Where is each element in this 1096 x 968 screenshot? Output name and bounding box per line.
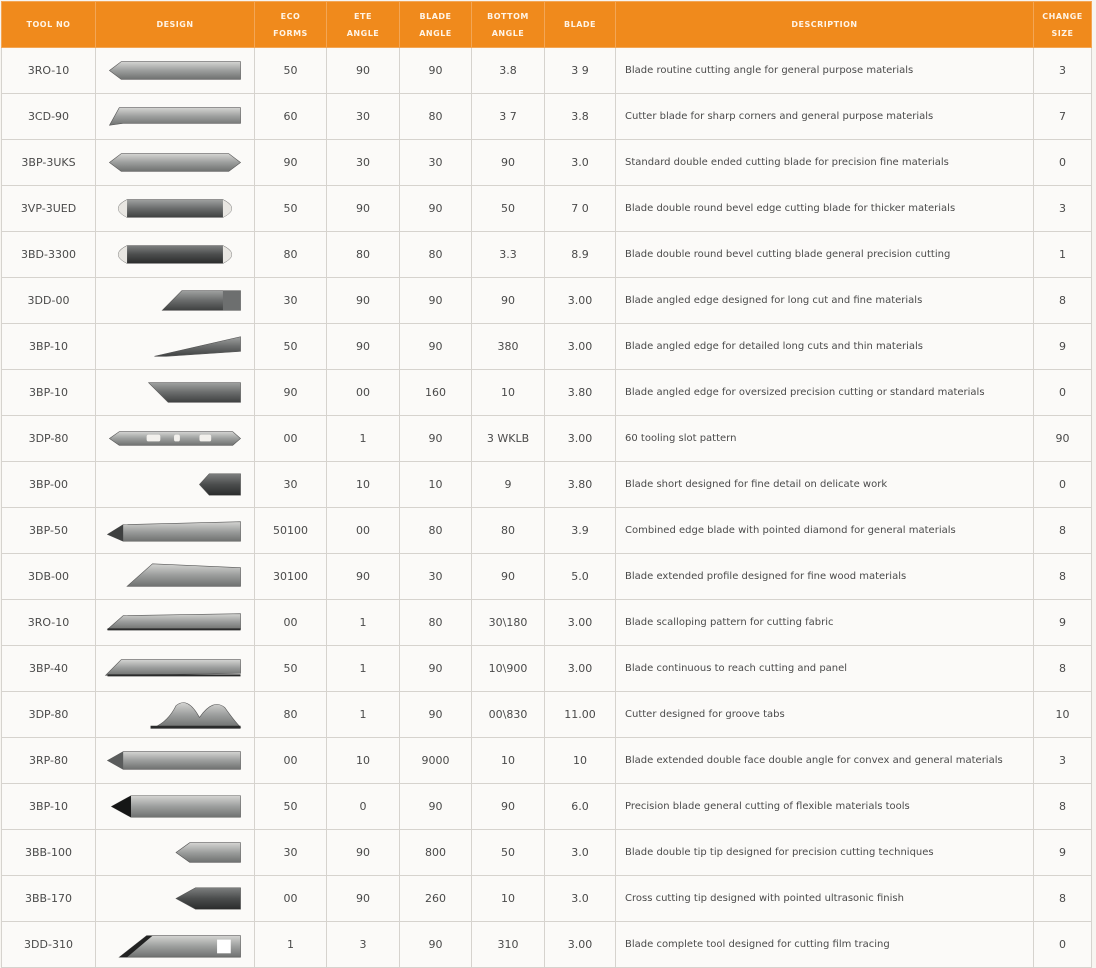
tool-code: 3VP-3UED: [2, 186, 96, 232]
cell-c3: 50: [255, 186, 327, 232]
description: Cutter blade for sharp corners and general purpose materials: [616, 94, 1034, 140]
blade-icon: [96, 646, 254, 691]
cell-c6: 10\900: [472, 646, 545, 692]
cell-c4: 90: [327, 278, 400, 324]
blade-icon: [96, 738, 254, 783]
cell-c3: 00: [255, 876, 327, 922]
cell-c4: 3: [327, 922, 400, 968]
blade-image: [96, 554, 255, 600]
cell-c9: 8: [1034, 554, 1092, 600]
description: Blade double round bevel edge cutting blade for thicker materials: [616, 186, 1034, 232]
blade-icon: [96, 370, 254, 415]
cell-c6: 10: [472, 370, 545, 416]
description: Blade continuous to reach cutting and panel: [616, 646, 1034, 692]
cell-c3: 30: [255, 462, 327, 508]
tool-code: 3DP-80: [2, 416, 96, 462]
cell-c4: 0: [327, 784, 400, 830]
table-row: [2, 48, 1092, 94]
cell-c3: 50: [255, 48, 327, 94]
blade-image: [96, 186, 255, 232]
tool-code: 3DD-00: [2, 278, 96, 324]
cell-c7: 7 0: [545, 186, 616, 232]
cell-c4: 10: [327, 738, 400, 784]
cell-c7: 3.00: [545, 600, 616, 646]
cell-c9: 3: [1034, 186, 1092, 232]
cell-c9: 3: [1034, 48, 1092, 94]
blade-image: [96, 278, 255, 324]
cell-c7: 10: [545, 738, 616, 784]
cell-c3: 60: [255, 94, 327, 140]
blade-image: [96, 784, 255, 830]
cell-c3: 00: [255, 738, 327, 784]
cell-c4: 90: [327, 876, 400, 922]
table-row: [2, 692, 1092, 738]
cell-c5: 9000: [400, 738, 472, 784]
cell-c5: 90: [400, 48, 472, 94]
blade-icon: [96, 140, 254, 185]
cell-c5: 260: [400, 876, 472, 922]
blade-icon: [96, 48, 254, 93]
cell-c5: 80: [400, 232, 472, 278]
cell-c4: 30: [327, 94, 400, 140]
blade-image: [96, 922, 255, 968]
cell-c4: 90: [327, 324, 400, 370]
header-code: TOOL NO: [2, 2, 96, 48]
cell-c3: 30: [255, 278, 327, 324]
cell-c7: 3.00: [545, 646, 616, 692]
cell-c6: 30\180: [472, 600, 545, 646]
tool-code: 3BB-170: [2, 876, 96, 922]
cell-c3: 80: [255, 692, 327, 738]
cell-c7: 6.0: [545, 784, 616, 830]
blade-image: [96, 140, 255, 186]
cell-c5: 90: [400, 416, 472, 462]
blade-image: [96, 48, 255, 94]
blade-icon: [96, 232, 254, 277]
cell-c3: 30: [255, 830, 327, 876]
header-c6: BOTTOM ANGLE: [472, 2, 545, 48]
description: Blade extended double face double angle for convex and general materials: [616, 738, 1034, 784]
cell-c7: 11.00: [545, 692, 616, 738]
header-c5: BLADE ANGLE: [400, 2, 472, 48]
cell-c9: 7: [1034, 94, 1092, 140]
cell-c7: 3.80: [545, 370, 616, 416]
cell-c3: 90: [255, 370, 327, 416]
description: Precision blade general cutting of flexible materials tools: [616, 784, 1034, 830]
tool-code: 3RP-80: [2, 738, 96, 784]
cell-c7: 3.00: [545, 416, 616, 462]
cell-c7: 3.00: [545, 922, 616, 968]
cell-c3: 50: [255, 324, 327, 370]
table-row: [2, 186, 1092, 232]
cell-c7: 3.00: [545, 278, 616, 324]
table-row: [2, 324, 1092, 370]
cell-c5: 90: [400, 186, 472, 232]
cell-c9: 10: [1034, 692, 1092, 738]
blade-icon: [96, 324, 254, 369]
tool-code: 3BD-3300: [2, 232, 96, 278]
tool-code: 3BP-3UKS: [2, 140, 96, 186]
table-row: [2, 94, 1092, 140]
description: Blade double round bevel cutting blade general precision cutting: [616, 232, 1034, 278]
cell-c6: 9: [472, 462, 545, 508]
blade-image: [96, 738, 255, 784]
cell-c6: 90: [472, 784, 545, 830]
cell-c6: 50: [472, 830, 545, 876]
cell-c5: 90: [400, 692, 472, 738]
description: Blade double tip tip designed for precision cutting techniques: [616, 830, 1034, 876]
cell-c3: 50: [255, 784, 327, 830]
tool-code: 3BP-10: [2, 370, 96, 416]
blade-image: [96, 876, 255, 922]
cell-c7: 3.00: [545, 324, 616, 370]
cell-c4: 10: [327, 462, 400, 508]
description: Standard double ended cutting blade for precision fine materials: [616, 140, 1034, 186]
header-c3: ECO FORMS: [255, 2, 327, 48]
cell-c3: 90: [255, 140, 327, 186]
cell-c6: 10: [472, 876, 545, 922]
table-row: [2, 462, 1092, 508]
blade-image: [96, 370, 255, 416]
cell-c6: 90: [472, 278, 545, 324]
cell-c7: 3.8: [545, 94, 616, 140]
description: Blade extended profile designed for fine wood materials: [616, 554, 1034, 600]
blade-icon: [96, 830, 254, 875]
table-row: [2, 784, 1092, 830]
cell-c7: 5.0: [545, 554, 616, 600]
cell-c6: 3.3: [472, 232, 545, 278]
table-row: [2, 600, 1092, 646]
blade-icon: [96, 600, 254, 645]
table-row: [2, 922, 1092, 968]
cell-c3: 50100: [255, 508, 327, 554]
cell-c6: 10: [472, 738, 545, 784]
cell-c6: 380: [472, 324, 545, 370]
blade-image: [96, 646, 255, 692]
cell-c4: 1: [327, 416, 400, 462]
table-row: [2, 508, 1092, 554]
cell-c5: 30: [400, 554, 472, 600]
cell-c4: 90: [327, 554, 400, 600]
cell-c5: 80: [400, 94, 472, 140]
blade-icon: [96, 508, 254, 553]
blade-icon: [96, 278, 254, 323]
cell-c9: 9: [1034, 830, 1092, 876]
description: Cross cutting tip designed with pointed ultrasonic finish: [616, 876, 1034, 922]
cell-c6: 80: [472, 508, 545, 554]
header-c4: ETE ANGLE: [327, 2, 400, 48]
description: Blade short designed for fine detail on delicate work: [616, 462, 1034, 508]
cell-c9: 0: [1034, 922, 1092, 968]
cell-c4: 00: [327, 508, 400, 554]
cell-c9: 8: [1034, 278, 1092, 324]
table-row: [2, 830, 1092, 876]
description: Blade angled edge for detailed long cuts and thin materials: [616, 324, 1034, 370]
cell-c7: 3 9: [545, 48, 616, 94]
cell-c4: 90: [327, 830, 400, 876]
tool-code: 3DB-00: [2, 554, 96, 600]
blade-icon: [96, 186, 254, 231]
description: Blade complete tool designed for cutting film tracing: [616, 922, 1034, 968]
header-row: [2, 2, 1092, 48]
description: Blade routine cutting angle for general purpose materials: [616, 48, 1034, 94]
cell-c5: 90: [400, 646, 472, 692]
cell-c4: 90: [327, 186, 400, 232]
description: Blade scalloping pattern for cutting fabric: [616, 600, 1034, 646]
cell-c4: 80: [327, 232, 400, 278]
cell-c9: 0: [1034, 462, 1092, 508]
description: Combined edge blade with pointed diamond for general materials: [616, 508, 1034, 554]
cell-c5: 30: [400, 140, 472, 186]
blade-spec-table: [1, 1, 1092, 968]
tool-code: 3BP-50: [2, 508, 96, 554]
cell-c4: 1: [327, 646, 400, 692]
cell-c5: 800: [400, 830, 472, 876]
cell-c4: 1: [327, 600, 400, 646]
description: 60 tooling slot pattern: [616, 416, 1034, 462]
cell-c5: 80: [400, 600, 472, 646]
cell-c5: 160: [400, 370, 472, 416]
tool-code: 3RO-10: [2, 48, 96, 94]
cell-c9: 8: [1034, 876, 1092, 922]
blade-image: [96, 830, 255, 876]
cell-c6: 3.8: [472, 48, 545, 94]
description: Blade angled edge designed for long cut and fine materials: [616, 278, 1034, 324]
cell-c7: 3.0: [545, 140, 616, 186]
tool-code: 3DD-310: [2, 922, 96, 968]
blade-image: [96, 232, 255, 278]
tool-code: 3DP-80: [2, 692, 96, 738]
table-row: [2, 140, 1092, 186]
tool-code: 3BP-40: [2, 646, 96, 692]
blade-image: [96, 692, 255, 738]
cell-c9: 1: [1034, 232, 1092, 278]
tool-code: 3BP-10: [2, 784, 96, 830]
cell-c9: 90: [1034, 416, 1092, 462]
cell-c6: 90: [472, 140, 545, 186]
blade-image: [96, 94, 255, 140]
cell-c7: 3.0: [545, 876, 616, 922]
blade-image: [96, 462, 255, 508]
cell-c6: 3 WKLB: [472, 416, 545, 462]
table-row: [2, 370, 1092, 416]
cell-c4: 1: [327, 692, 400, 738]
cell-c5: 90: [400, 324, 472, 370]
tool-code: 3CD-90: [2, 94, 96, 140]
cell-c5: 90: [400, 922, 472, 968]
cell-c7: 3.80: [545, 462, 616, 508]
cell-c9: 8: [1034, 784, 1092, 830]
table-row: [2, 554, 1092, 600]
blade-image: [96, 416, 255, 462]
cell-c3: 50: [255, 646, 327, 692]
tool-code: 3BP-10: [2, 324, 96, 370]
cell-c9: 8: [1034, 508, 1092, 554]
table-row: [2, 876, 1092, 922]
cell-c7: 3.0: [545, 830, 616, 876]
cell-c9: 3: [1034, 738, 1092, 784]
cell-c6: 310: [472, 922, 545, 968]
cell-c7: 8.9: [545, 232, 616, 278]
description: Blade angled edge for oversized precision cutting or standard materials: [616, 370, 1034, 416]
table-row: [2, 278, 1092, 324]
cell-c5: 90: [400, 784, 472, 830]
blade-icon: [96, 876, 254, 921]
cell-c3: 30100: [255, 554, 327, 600]
blade-icon: [96, 416, 254, 461]
header-desc: DESCRIPTION: [616, 2, 1034, 48]
cell-c3: 00: [255, 600, 327, 646]
cell-c3: 80: [255, 232, 327, 278]
cell-c9: 0: [1034, 140, 1092, 186]
cell-c9: 8: [1034, 646, 1092, 692]
tool-code: 3BP-00: [2, 462, 96, 508]
cell-c3: 00: [255, 416, 327, 462]
blade-icon: [96, 922, 254, 967]
blade-icon: [96, 94, 254, 139]
cell-c6: 00\830: [472, 692, 545, 738]
cell-c5: 80: [400, 508, 472, 554]
table-row: [2, 416, 1092, 462]
header-c9: CHANGE SIZE: [1034, 2, 1092, 48]
blade-icon: [96, 784, 254, 829]
tool-code: 3RO-10: [2, 600, 96, 646]
cell-c3: 1: [255, 922, 327, 968]
table-row: [2, 232, 1092, 278]
blade-icon: [96, 462, 254, 507]
description: Cutter designed for groove tabs: [616, 692, 1034, 738]
cell-c4: 00: [327, 370, 400, 416]
cell-c9: 0: [1034, 370, 1092, 416]
blade-image: [96, 508, 255, 554]
header-image: DESIGN: [96, 2, 255, 48]
cell-c5: 10: [400, 462, 472, 508]
cell-c7: 3.9: [545, 508, 616, 554]
table-row: [2, 738, 1092, 784]
cell-c6: 50: [472, 186, 545, 232]
blade-icon: [96, 554, 254, 599]
cell-c9: 9: [1034, 600, 1092, 646]
cell-c6: 3 7: [472, 94, 545, 140]
header-c7: BLADE: [545, 2, 616, 48]
blade-icon: [96, 692, 254, 737]
blade-image: [96, 600, 255, 646]
cell-c9: 9: [1034, 324, 1092, 370]
cell-c6: 90: [472, 554, 545, 600]
tool-code: 3BB-100: [2, 830, 96, 876]
cell-c4: 90: [327, 48, 400, 94]
cell-c5: 90: [400, 278, 472, 324]
table-row: [2, 646, 1092, 692]
blade-image: [96, 324, 255, 370]
cell-c4: 30: [327, 140, 400, 186]
